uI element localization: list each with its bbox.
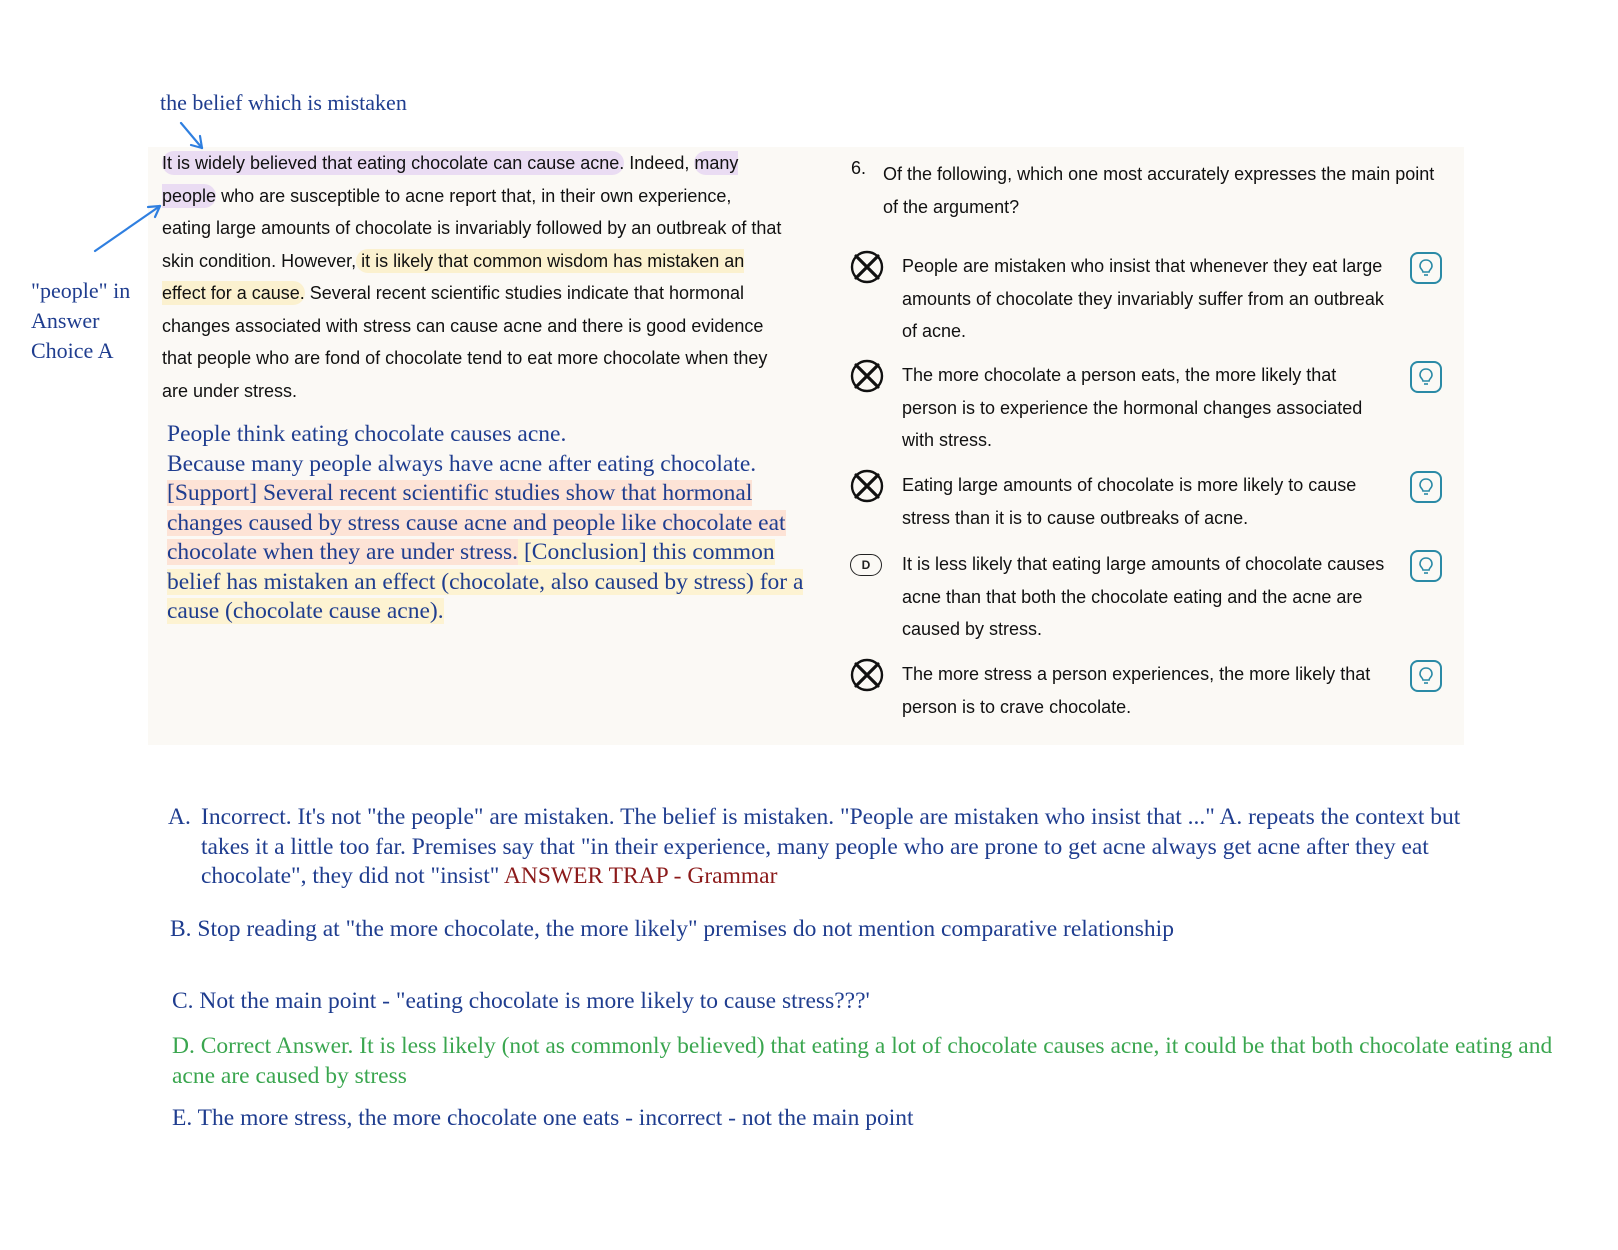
- arrow-to-belief: [181, 123, 202, 148]
- passage-text: [162, 147, 782, 407]
- passage-sentence: Several recent scientific studies indicate that hormonal changes associated with stress can cause acne and there is good evidence that people who are fond of chocolate tend to eat more chocolate when they are under stress.: [162, 283, 768, 401]
- passage-sentence: Indeed,: [624, 153, 690, 173]
- lightbulb-hint-icon[interactable]: [1410, 550, 1442, 582]
- highlight-belief: It is widely believed that eating chocolate can cause acne.: [162, 153, 625, 173]
- lightbulb-hint-icon[interactable]: [1410, 660, 1442, 692]
- summary-line: People think eating chocolate causes acne.: [167, 421, 567, 447]
- choice-text: The more chocolate a person eats, the more likely that person is to experience the hormonal changes associated with stress.: [902, 365, 1363, 450]
- highlight-many-people: many people: [162, 153, 739, 206]
- choice-text: Eating large amounts of chocolate is more likely to cause stress than it is to cause outbreaks of acne.: [902, 475, 1357, 528]
- lightbulb-hint-icon[interactable]: [1410, 252, 1442, 284]
- lightbulb-hint-icon[interactable]: [1410, 361, 1442, 393]
- eliminated-x-icon[interactable]: [850, 250, 884, 284]
- annotation-belief: the belief which is mistaken: [160, 90, 407, 115]
- annotation-people: "people" in Answer Choice A: [31, 278, 131, 363]
- explanation-a-text: Incorrect. It's not "the people" are mistaken. The belief is mistaken. "People are mistaken who insist that ..." A. repeats the context but takes it a little too far. Premises say that "in their experience, many people who are prone to get acne always get acne after they eat chocolate", they did not "insist": [201, 804, 1461, 889]
- eliminated-x-icon[interactable]: [850, 359, 884, 393]
- explanation-e: E. The more stress, the more chocolate one eats - incorrect - not the main point: [172, 1105, 914, 1131]
- answer-trap-label: ANSWER TRAP - Grammar: [503, 863, 778, 889]
- question-stem: Of the following, which one most accurately expresses the main point of the argument?: [883, 164, 1435, 217]
- choice-text: People are mistaken who insist that whenever they eat large amounts of chocolate they invariably suffer from an outbreak of acne.: [902, 256, 1384, 341]
- highlight-conclusion: it is likely that common wisdom has mistaken an effect for a cause.: [162, 250, 745, 303]
- explanation-a-label: A.: [168, 804, 191, 830]
- choice-text: The more stress a person experiences, the more likely that person is to crave chocolate.: [902, 664, 1371, 717]
- explanation-a: [201, 803, 1501, 892]
- explanation-b: B. Stop reading at "the more chocolate, the more likely" premises do not mention comparative relationship: [170, 916, 1174, 942]
- eliminated-x-icon[interactable]: [850, 658, 884, 692]
- summary-line: Because many people always have acne after eating chocolate.: [167, 450, 757, 477]
- summary-support: [Support] Several recent scientific studies show that hormonal changes caused by stress cause acne and people like chocolate eat chocolate when they are under stress.: [167, 480, 786, 565]
- eliminated-x-icon[interactable]: [850, 469, 884, 503]
- choice-letter-d[interactable]: [850, 548, 884, 582]
- passage-sentence: who are susceptible to acne report that, in their own experience, eating large amounts of chocolate is invariably followed by an outbreak of that skin condition. However,: [162, 185, 782, 271]
- lightbulb-hint-icon[interactable]: [1410, 471, 1442, 503]
- question-number: 6.: [851, 158, 867, 178]
- summary-notes: [167, 420, 807, 627]
- explanation-c: C. Not the main point - "eating chocolate is more likely to cause stress???': [172, 988, 870, 1014]
- choice-text: It is less likely that eating large amounts of chocolate causes acne than that both the chocolate eating and the acne are caused by stress.: [902, 554, 1385, 639]
- summary-conclusion: [Conclusion] this common belief has mistaken an effect (chocolate, also caused by stress) for a cause (chocolate cause acne).: [167, 539, 804, 624]
- choice-letter: D: [850, 554, 882, 576]
- explanation-d: D. Correct Answer. It is less likely (not as commonly believed) that eating a lot of chocolate causes acne, it could be that both chocolate eating and acne are caused by stress: [172, 1033, 1553, 1089]
